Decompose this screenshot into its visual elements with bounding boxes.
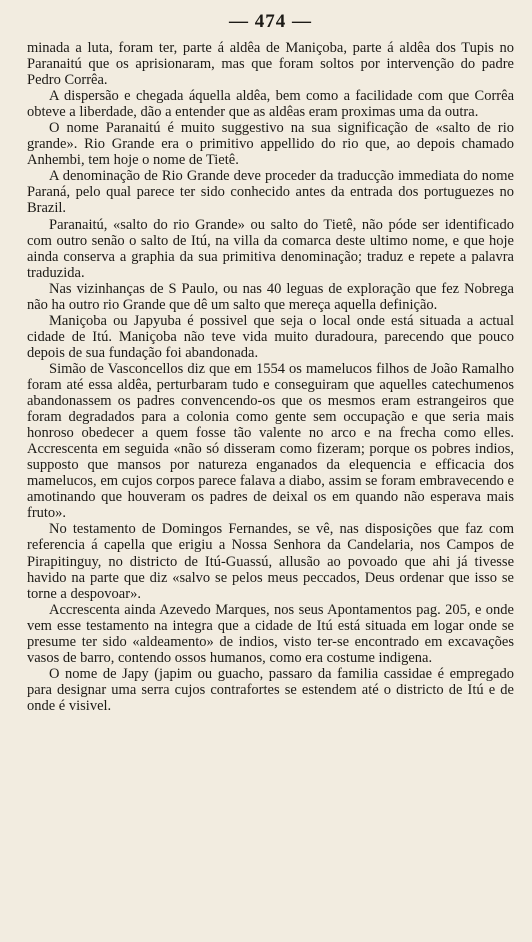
paragraph: minada a luta, foram ter, parte á aldêa de Maniçoba, parte á aldêa dos Tupis no Paranaitú que os aprisionaram, mas que foram soltos por intervenção do padre Pedro Corrêa. — [27, 40, 514, 89]
paragraph: Simão de Vasconcellos diz que em 1554 os mamelucos filhos de João Ramalho foram até essa aldêa, perturbaram tudo e conseguiram que aquelles catechumenos abandonassem os padres convencendo-os que os mesmos eram estrangeiros que foram degradados para a colonia como gente sem occupação e que seria mais honroso obedecer a quem fosse tão valente no arco e na frecha como elles. Accrescenta em seguida «não só disseram como fizeram; porque os pobres indios, supposto que mansos por natureza enganados da elequencia e efficacia dos mamelucos, em cujos corpos parece falava a diabo, assim se foram embravecendo e amotinando que houveram os padres de deixal os em quando não esperava mais fruto». — [27, 360, 514, 522]
paragraph: No testamento de Domingos Fernandes, se vê, nas disposições que faz com referencia á capella que erigiu a Nossa Senhora da Candelaria, nos Campos de Pirapitinguy, no districto de Itú-Guassú, allusão ao povoado que ahi já tivesse havido na parte que diz «salvo se pelos meus peccados, Deus ordenar que isso se torne a despovoar». — [27, 521, 514, 602]
paragraph: Paranaitú, «salto do rio Grande» ou salto do Tietê, não póde ser identificado com outro senão o salto de Itú, na villa da comarca deste ultimo nome, e que hoje ainda conserva a graphia da sua primitiva denominação; traduz e repete a palavra traduzida. — [27, 216, 514, 281]
paragraph: Nas vizinhanças de S Paulo, ou nas 40 leguas de exploração que fez Nobrega não ha outro rio Grande que dê um salto que mereça aquella definição. — [27, 280, 514, 313]
paragraph: Maniçoba ou Japyuba é possivel que seja o local onde está situada a actual cidade de Itú. Maniçoba não teve vida muito duradoura, parecendo que pouco depois de sua fundação foi abandonada. — [27, 312, 514, 361]
paragraph: A dispersão e chegada áquella aldêa, bem como a facilidade com que Corrêa obteve a liberdade, dão a entender que as aldêas eram proximas uma da outra. — [27, 88, 514, 121]
paragraph: O nome Paranaitú é muito suggestivo na sua significação de «salto de rio grande». Rio Grande era o primitivo appellido do rio que, ao depois chamado Anhembi, tem hoje o nome de Tietê. — [27, 120, 514, 169]
paragraph: O nome de Japy (japim ou guacho, passaro da familia cassidae é empregado para designar uma serra cujos contrafortes se estendem até o districto de Itú e de onde é visivel. — [27, 665, 514, 714]
paragraph: A denominação de Rio Grande deve proceder da traducção immediata do nome Paraná, pelo qual parece ter sido conhecido antes da entrada dos portuguezes no Brazil. — [27, 168, 514, 217]
page-number: — 474 — — [229, 11, 312, 32]
body-text — [27, 40, 514, 714]
paragraph: Accrescenta ainda Azevedo Marques, nos seus Apontamentos pag. 205, e onde vem esse testamento na integra que a cidade de Itú está situada em logar onde se presume ter sido «aldeamento» de indios, visto ter-se encontrado em excavações vasos de barro, contendo ossos humanos, como era costume indigena. — [27, 601, 514, 666]
